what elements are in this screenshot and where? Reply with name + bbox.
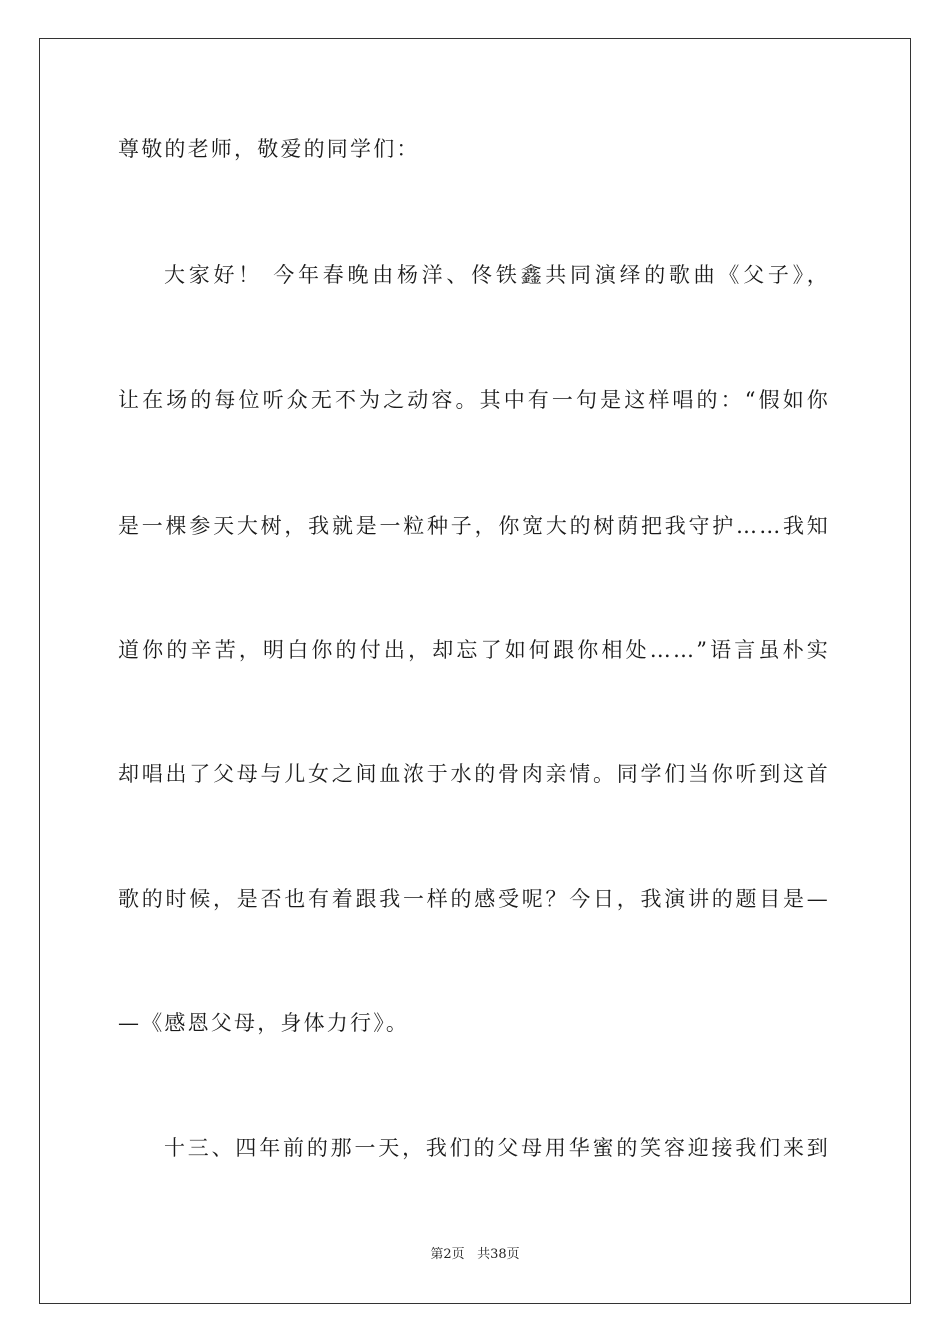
total-pages: 共38页 bbox=[477, 1247, 520, 1262]
paragraph-1-line-4: 道你的辛苦，明白你的付出，却忘了如何跟你相处……”语言虽朴实 bbox=[118, 638, 830, 662]
paragraph-1-line-5: 却唱出了父母与儿女之间血浓于水的骨肉亲情。同学们当你听到这首 bbox=[118, 762, 830, 786]
page-number: 第2页 bbox=[430, 1247, 465, 1262]
page-border bbox=[39, 38, 911, 1304]
paragraph-2-line-1: 十三、四年前的那一天，我们的父母用华蜜的笑容迎接我们来到 bbox=[164, 1136, 830, 1160]
paragraph-1-line-7: —《感恩父母，身体力行》。 bbox=[118, 1011, 410, 1035]
paragraph-1-line-1: 大家好！ 今年春晚由杨洋、佟铁鑫共同演绎的歌曲《父子》， bbox=[164, 263, 830, 287]
paragraph-1-line-2: 让在场的每位听众无不为之动容。其中有一句是这样唱的：“假如你 bbox=[118, 388, 830, 412]
page-footer bbox=[0, 1246, 950, 1264]
paragraph-1-line-3: 是一棵参天大树，我就是一粒种子，你宽大的树荫把我守护……我知 bbox=[118, 514, 830, 538]
salutation-line: 尊敬的老师，敬爱的同学们： bbox=[118, 137, 420, 161]
paragraph-1-line-6: 歌的时候，是否也有着跟我一样的感受呢？今日，我演讲的题目是— bbox=[118, 887, 830, 911]
